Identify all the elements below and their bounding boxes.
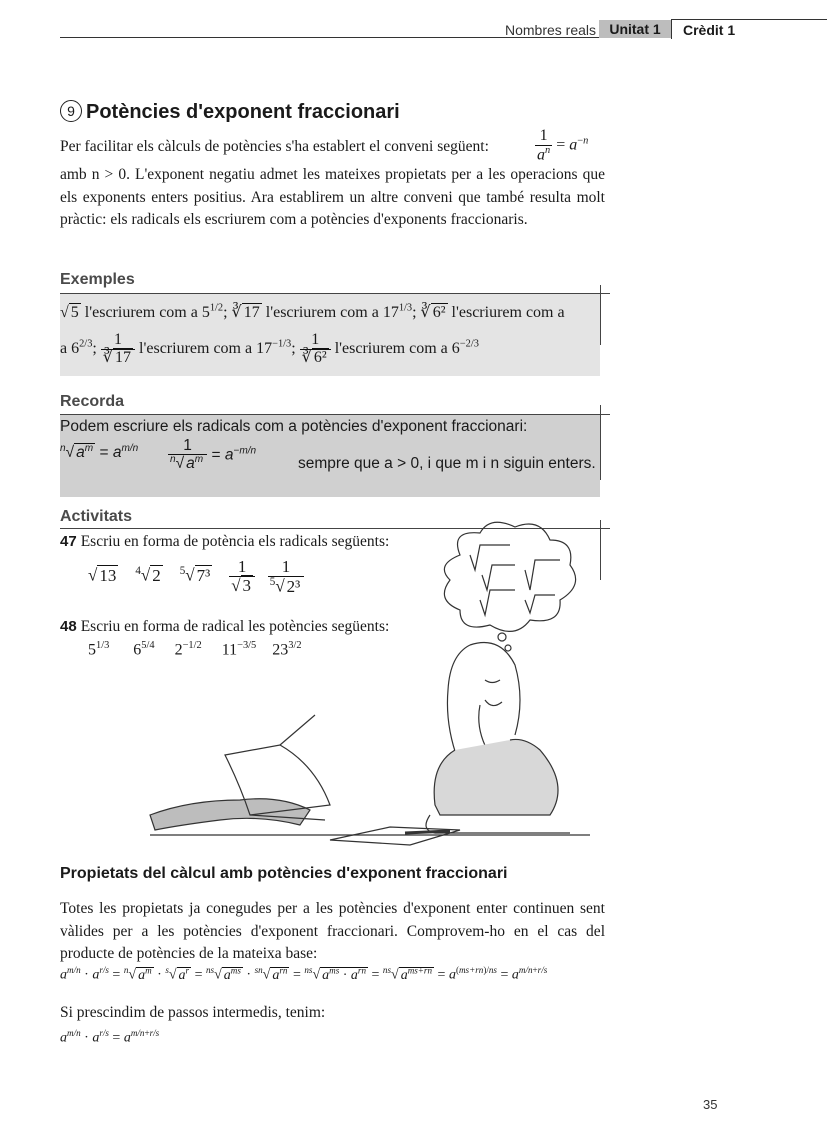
recall-condition: sempre que a > 0, i que m i n siguin enters. bbox=[298, 455, 596, 472]
intro-formula: $\frac{1}{a^n}$ = $a^{-n}$ bbox=[537, 127, 589, 164]
header-topic: Nombres reals bbox=[505, 22, 597, 38]
recall-formula-1: $^n$√ $a^m = a^{m/n}$ bbox=[60, 443, 139, 462]
activity-47: 47 Escriu en forma de potència els radicals següents: bbox=[60, 533, 390, 550]
properties-text: Totes les propietats ja conegudes per a les potències d'exponent enter continuen sent vàlides per a les potències d'exponent fraccionari. Comprovem-ho en el cas del producte de potències de la mateixa base: bbox=[60, 900, 605, 962]
properties-result: $a^{m/n} \cdot a^{r/s} = a^{m/n+r/s}$ bbox=[60, 1028, 160, 1046]
recall-formula-2: $\frac{1}{^n√ a^m}$ = $a^{-m/n}$ bbox=[170, 437, 257, 473]
activities-rule-vertical bbox=[600, 520, 601, 580]
examples-line1: √ 5 l'escriurem com a $5^{1/2}$; ∛ 17 l'escriurem com a $17^{1/3}$; ∛ 6² l'escriurem com a bbox=[60, 302, 565, 321]
header-unit: Unitat 1 bbox=[599, 20, 671, 38]
properties-derivation: $a^{m/n} \cdot a^{r/s} = ^n√$ $a^m \cdot ^s√$ $a^r = ^{ns}√$ $a^{ms} \cdot ^{sn}√$ $a^{rn} = ^{ns}√$ $a^{ms} \cdot a^{rn} = ^{ns}√$ $a^{ms+rn} = a^{(ms+rn)/ns} = a^{m/n+r/s}$ bbox=[60, 965, 548, 983]
student-thinking-illustration bbox=[130, 515, 600, 860]
recall-title: Recorda bbox=[60, 393, 125, 410]
examples-line2: a $6^{2/3}$; $\frac{1}{∛ 17}$ l'escriurem com a $17^{-1/3}$; $\frac{1}{\text{∛ 6²}}$ l'escriurem com a $6^{-2/3}$ bbox=[60, 331, 479, 366]
section-title-text: Potències d'exponent fraccionari bbox=[86, 101, 400, 123]
intro-line1: Per facilitar els càlculs de potències s'ha establert el conveni següent: bbox=[60, 138, 489, 155]
activities-title: Activitats bbox=[60, 508, 133, 525]
page-number: 35 bbox=[703, 1097, 718, 1112]
activity-47-expressions: √ 13 $^4$√ 2 $^5$√ 7³ $\frac{1}{√ 3}$ $\frac{1}{^5√ 2^3}$ bbox=[88, 558, 304, 595]
recall-rule-vertical bbox=[600, 405, 601, 480]
section-number: 9 bbox=[60, 100, 82, 122]
recall-text: Podem escriure els radicals com a potències d'exponent fraccionari: bbox=[60, 418, 528, 435]
section-title bbox=[60, 100, 400, 124]
examples-title: Exemples bbox=[60, 271, 135, 288]
header-separator bbox=[671, 19, 672, 39]
activity-48: 48 Escriu en forma de radical les potències següents: bbox=[60, 618, 390, 635]
header-rule-right bbox=[672, 19, 827, 20]
activity-48-expressions: $5^{1/3}$ $6^{5/4}$ $2^{-1/2}$ $11^{-3/5}$ $23^{3/2}$ bbox=[88, 640, 302, 659]
examples-rule-vertical bbox=[600, 285, 601, 345]
header-credit: Crèdit 1 bbox=[683, 22, 736, 38]
properties-title: Propietats del càlcul amb potències d'exponent fraccionari bbox=[60, 865, 508, 882]
properties-summary: Si prescindim de passos intermedis, tenim: bbox=[60, 1004, 326, 1021]
intro-paragraph: amb n > 0. L'exponent negatiu admet les mateixes propietats per a les operacions que els exponents enters positius. Ara establirem un altre conveni que també resulta molt pràctic: els radicals els escriurem com a potències d'exponents fraccionaris. bbox=[60, 166, 605, 228]
